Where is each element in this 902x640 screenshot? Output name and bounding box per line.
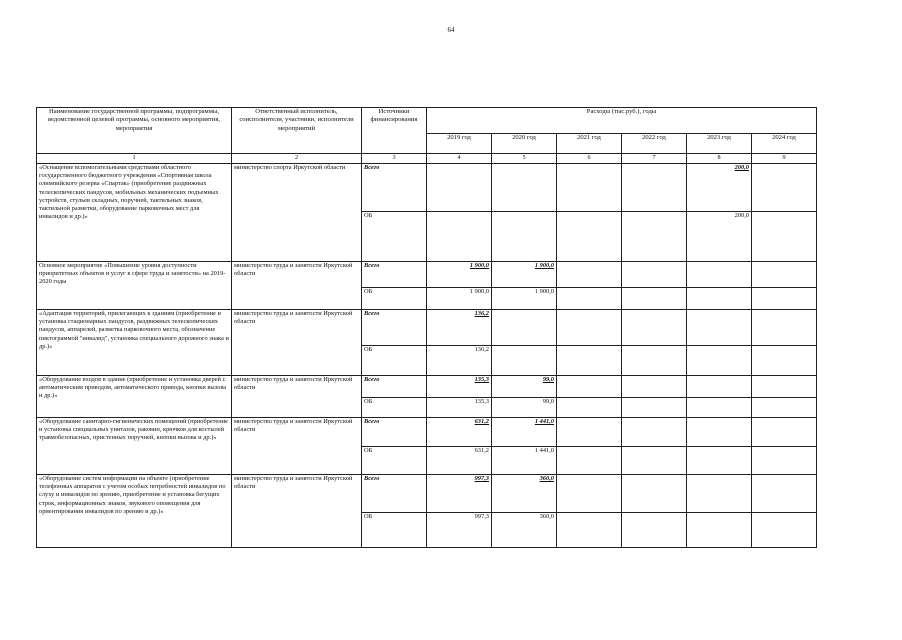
activity-total-row: [37, 418, 817, 447]
ob-amount-cell: [492, 212, 557, 262]
ob-amount-cell: [752, 346, 817, 376]
funding-source-total: Всего: [362, 376, 427, 398]
total-amount-cell: [687, 376, 752, 398]
ob-amount-cell: [492, 346, 557, 376]
ob-amount-cell: [752, 513, 817, 548]
activity-total-row: [37, 262, 817, 288]
activity-total-row: [37, 164, 817, 212]
ob-amount-cell: 1 900,0: [492, 288, 557, 310]
total-amount-cell: [557, 164, 622, 212]
ob-amount-cell: [622, 513, 687, 548]
funding-source-ob: ОБ: [362, 447, 427, 475]
total-amount-cell: [557, 376, 622, 398]
ob-amount-cell: [687, 288, 752, 310]
activity-name: «Адаптация территорий, прилегающих к зданиям (приобретение и установка стационарных пандусов, раздвижных телескопических пандусов, аппарелей, разметка парковочного места, обозначение пиктограммой "инвалид", установка специального дорожного знака и др.)»: [37, 310, 232, 376]
page-number: 64: [447, 26, 455, 34]
ob-amount-cell: 200,0: [687, 212, 752, 262]
activity-executor: министерство труда и занятости Иркутской области: [232, 418, 362, 475]
total-amount-cell: [557, 262, 622, 288]
total-amount-cell: [752, 376, 817, 398]
funding-source-total: Всего: [362, 418, 427, 447]
total-amount-cell: 136,2: [427, 310, 492, 346]
total-amount-cell: 1 900,0: [492, 262, 557, 288]
total-amount-cell: [492, 310, 557, 346]
header-expenses: Расходы (тыс.руб.), годы: [427, 108, 817, 134]
ob-amount-cell: [622, 398, 687, 418]
funding-source-ob: ОБ: [362, 288, 427, 310]
activity-name: «Оборудование систем информации на объекте (приобретение телефонных аппаратов с учетом особых потребностей инвалидов по слуху и инвалидов по зрению, приобретение и установка бегущих строк, информационных знаков, звукового оповещения для ориентирования инвалидов по зрению и др.)»: [37, 475, 232, 548]
column-number: 9: [752, 154, 817, 164]
total-amount-cell: [687, 418, 752, 447]
column-number: 2: [232, 154, 362, 164]
total-amount-cell: [752, 262, 817, 288]
header-funding-source: Источники финансирования: [362, 108, 427, 154]
total-amount-cell: 200,0: [687, 164, 752, 212]
total-amount-cell: 1 900,0: [427, 262, 492, 288]
funding-source-total: Всего: [362, 310, 427, 346]
ob-amount-cell: 360,0: [492, 513, 557, 548]
ob-amount-cell: [622, 288, 687, 310]
ob-amount-cell: [557, 513, 622, 548]
total-amount-cell: [687, 310, 752, 346]
header-program-name: Наименование государственной программы, подпрограммы, ведомственной целевой программы, основного мероприятия, мероприятия: [37, 108, 232, 154]
activity-executor: министерство труда и занятости Иркутской области: [232, 262, 362, 310]
funding-source-ob: ОБ: [362, 398, 427, 418]
activity-total-row: [37, 310, 817, 346]
header-year: 2022 год: [622, 134, 687, 154]
activity-executor: министерство спорта Иркутской области: [232, 164, 362, 262]
header-year: 2019 год: [427, 134, 492, 154]
column-number: 4: [427, 154, 492, 164]
ob-amount-cell: [752, 288, 817, 310]
activity-name: «Оборудование входов в здание (приобретение и установка дверей с автоматическим приводом, автоматического привода, кнопки вызова и др.)»: [37, 376, 232, 418]
ob-amount-cell: [687, 398, 752, 418]
ob-amount-cell: [687, 346, 752, 376]
ob-amount-cell: 631,2: [427, 447, 492, 475]
column-number: 6: [557, 154, 622, 164]
activity-total-row: [37, 376, 817, 398]
ob-amount-cell: [557, 447, 622, 475]
ob-amount-cell: [622, 346, 687, 376]
ob-amount-cell: [687, 447, 752, 475]
column-number: 8: [687, 154, 752, 164]
total-amount-cell: [622, 418, 687, 447]
ob-amount-cell: [622, 212, 687, 262]
ob-amount-cell: 997,3: [427, 513, 492, 548]
ob-amount-cell: 136,2: [427, 346, 492, 376]
total-amount-cell: [752, 164, 817, 212]
total-amount-cell: 135,3: [427, 376, 492, 398]
total-amount-cell: 99,0: [492, 376, 557, 398]
ob-amount-cell: [752, 212, 817, 262]
total-amount-cell: 360,0: [492, 475, 557, 513]
ob-amount-cell: [622, 447, 687, 475]
funding-source-total: Всего: [362, 475, 427, 513]
funding-source-ob: ОБ: [362, 212, 427, 262]
total-amount-cell: [752, 418, 817, 447]
total-amount-cell: [622, 262, 687, 288]
total-amount-cell: [622, 310, 687, 346]
header-executor: Ответственный исполнитель, соисполнители, участники, исполнители мероприятий: [232, 108, 362, 154]
total-amount-cell: [557, 418, 622, 447]
total-amount-cell: [622, 475, 687, 513]
activity-executor: министерство труда и занятости Иркутской области: [232, 475, 362, 548]
total-amount-cell: [492, 164, 557, 212]
ob-amount-cell: 135,3: [427, 398, 492, 418]
total-amount-cell: [622, 164, 687, 212]
ob-amount-cell: [687, 513, 752, 548]
ob-amount-cell: [557, 346, 622, 376]
total-amount-cell: [557, 310, 622, 346]
ob-amount-cell: [557, 212, 622, 262]
total-amount-cell: [752, 475, 817, 513]
ob-amount-cell: [752, 447, 817, 475]
column-number: 1: [37, 154, 232, 164]
funding-source-total: Всего: [362, 164, 427, 212]
activity-executor: министерство труда и занятости Иркутской области: [232, 376, 362, 418]
ob-amount-cell: [752, 398, 817, 418]
funding-source-total: Всего: [362, 262, 427, 288]
header-year: 2023 год: [687, 134, 752, 154]
total-amount-cell: [557, 475, 622, 513]
activity-name: «Оснащение вспомогательными средствами областного государственного бюджетного учреждения «Спортивная школа олимпийского резерва «Спартак» (приобретение раздвижных телескопических пандусов, мобильных механических подъемных устройств, стульев складных, поручней, тактильных знаков, тактильной разметки, оборудование парковочных мест для инвалидов и др.)»: [37, 164, 232, 262]
funding-source-ob: ОБ: [362, 346, 427, 376]
total-amount-cell: [687, 262, 752, 288]
expenses-table: [36, 107, 817, 548]
header-year: 2020 год: [492, 134, 557, 154]
column-number: 5: [492, 154, 557, 164]
header-year: 2024 год: [752, 134, 817, 154]
funding-source-ob: ОБ: [362, 513, 427, 548]
total-amount-cell: [427, 164, 492, 212]
ob-amount-cell: 1 441,0: [492, 447, 557, 475]
activity-name: «Оборудование санитарно-гигиенических помещений (приобретение и установка специальных унитазов, раковин, крючков для костылей травмобезопасных, пристенных поручней, кнопки вызова и др.)»: [37, 418, 232, 475]
total-amount-cell: 631,2: [427, 418, 492, 447]
activity-executor: министерство труда и занятости Иркутской области: [232, 310, 362, 376]
column-number-row: [37, 154, 817, 164]
ob-amount-cell: 99,0: [492, 398, 557, 418]
ob-amount-cell: [427, 212, 492, 262]
activity-name: Основное мероприятие «Повышение уровня доступности приоритетных объектов и услуг в сфере труда и занятости» на 2019-2020 годы: [37, 262, 232, 310]
ob-amount-cell: [557, 398, 622, 418]
total-amount-cell: 1 441,0: [492, 418, 557, 447]
total-amount-cell: 997,3: [427, 475, 492, 513]
activity-total-row: [37, 475, 817, 513]
total-amount-cell: [622, 376, 687, 398]
total-amount-cell: [752, 310, 817, 346]
ob-amount-cell: [557, 288, 622, 310]
column-number: 7: [622, 154, 687, 164]
total-amount-cell: [687, 475, 752, 513]
header-year: 2021 год: [557, 134, 622, 154]
ob-amount-cell: 1 900,0: [427, 288, 492, 310]
column-number: 3: [362, 154, 427, 164]
